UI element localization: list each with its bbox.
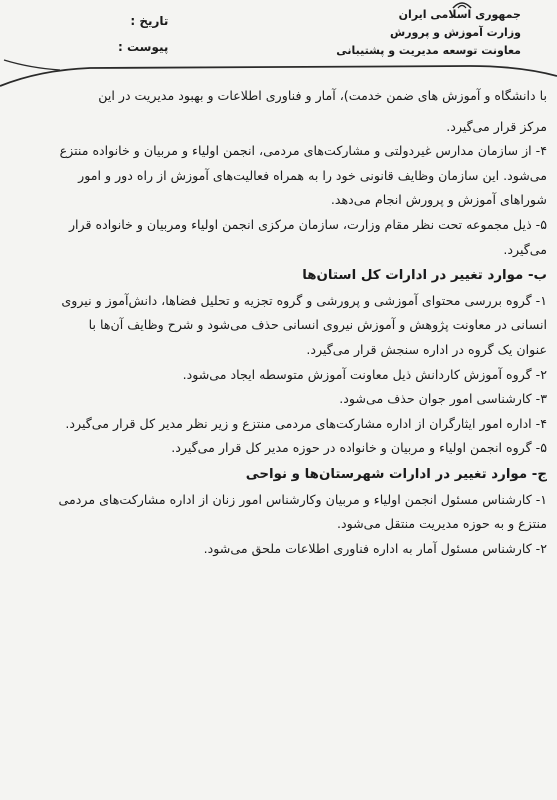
- ministry-line-country: جمهوری اسلامی ایران: [398, 8, 521, 21]
- body-line: ۲- گروه آموزش کاردانش ذیل معاونت آموزش متوسطه ایجاد می‌شود.: [182, 366, 547, 382]
- body-line: ۵- ذیل مجموعه تحت نظر مقام وزارت، سازمان مرکزی انجمن اولیاء ومربیان و خانواده قرار: [68, 216, 547, 232]
- date-attachment-block: [118, 8, 168, 60]
- section-heading-cities: ج- موارد تغییر در ادارات شهرستان‌ها و نواحی: [245, 466, 547, 482]
- ministry-line-deputy: معاونت توسعه مدیریت و پشتیبانی: [336, 44, 521, 57]
- body-line: ۴- اداره امور ایثارگران از اداره مشارکت‌های مردمی منتزع و زیر نظر مدیر کل قرار می‌گیرد.: [65, 415, 547, 431]
- body-line: می‌شود. این سازمان وظایف قانونی خود را به همراه فعالیت‌های آموزش از راه دور و امور: [78, 167, 547, 183]
- body-line: عنوان یک گروه در اداره سنجش قرار می‌گیرد.: [306, 341, 547, 357]
- date-label: تاریخ :: [130, 14, 169, 28]
- ministry-line-ministry: وزارت آموزش و پرورش: [390, 26, 521, 39]
- body-line: مرکز قرار می‌گیرد.: [446, 118, 547, 134]
- body-line: ۲- کارشناس مسئول آمار به اداره فناوری اطلاعات ملحق می‌شود.: [203, 540, 547, 556]
- body-line: منتزع و به حوزه مدیریت منتقل می‌شود.: [337, 516, 547, 532]
- body-line: ۱- گروه بررسی محتوای آموزشی و پرورشی و گروه تجزیه و تحلیل فضاها، دانش‌آموز و نیروی: [61, 292, 547, 308]
- body-line: ۳- کارشناسی امور جوان حذف می‌شود.: [339, 391, 547, 407]
- section-heading-provinces: ب- موارد تغییر در ادارات کل استان‌ها: [302, 268, 547, 284]
- attachment-label: پیوست :: [118, 40, 169, 54]
- letterhead: [0, 0, 557, 76]
- body-line: ۱- کارشناس مسئول انجمن اولیاء و مربیان وکارشناس امور زنان از اداره مشارکت‌های مردمی: [58, 491, 547, 507]
- document-body: [14, 84, 547, 561]
- body-line: ۴- از سازمان مدارس غیردولتی و مشارکت‌های مردمی، انجمن اولیاء و مربیان و خانواده منتزع: [59, 143, 547, 159]
- ministry-block: [336, 6, 521, 60]
- body-line: می‌گیرد.: [503, 241, 547, 257]
- body-line: انسانی در معاونت پژوهش و آموزش نیروی انسانی حذف می‌شود و شرح وظایف آن‌ها با: [88, 317, 547, 333]
- body-line: با دانشگاه و آموزش های ضمن خدمت)، آمار و فناوری اطلاعات و بهبود مدیریت در این: [98, 88, 547, 103]
- body-line: شوراهای آموزش و پرورش انجام می‌دهد.: [330, 192, 547, 208]
- body-line: ۵- گروه انجمن اولیاء و مربیان و خانواده در حوزه مدیر کل قرار می‌گیرد.: [171, 440, 547, 456]
